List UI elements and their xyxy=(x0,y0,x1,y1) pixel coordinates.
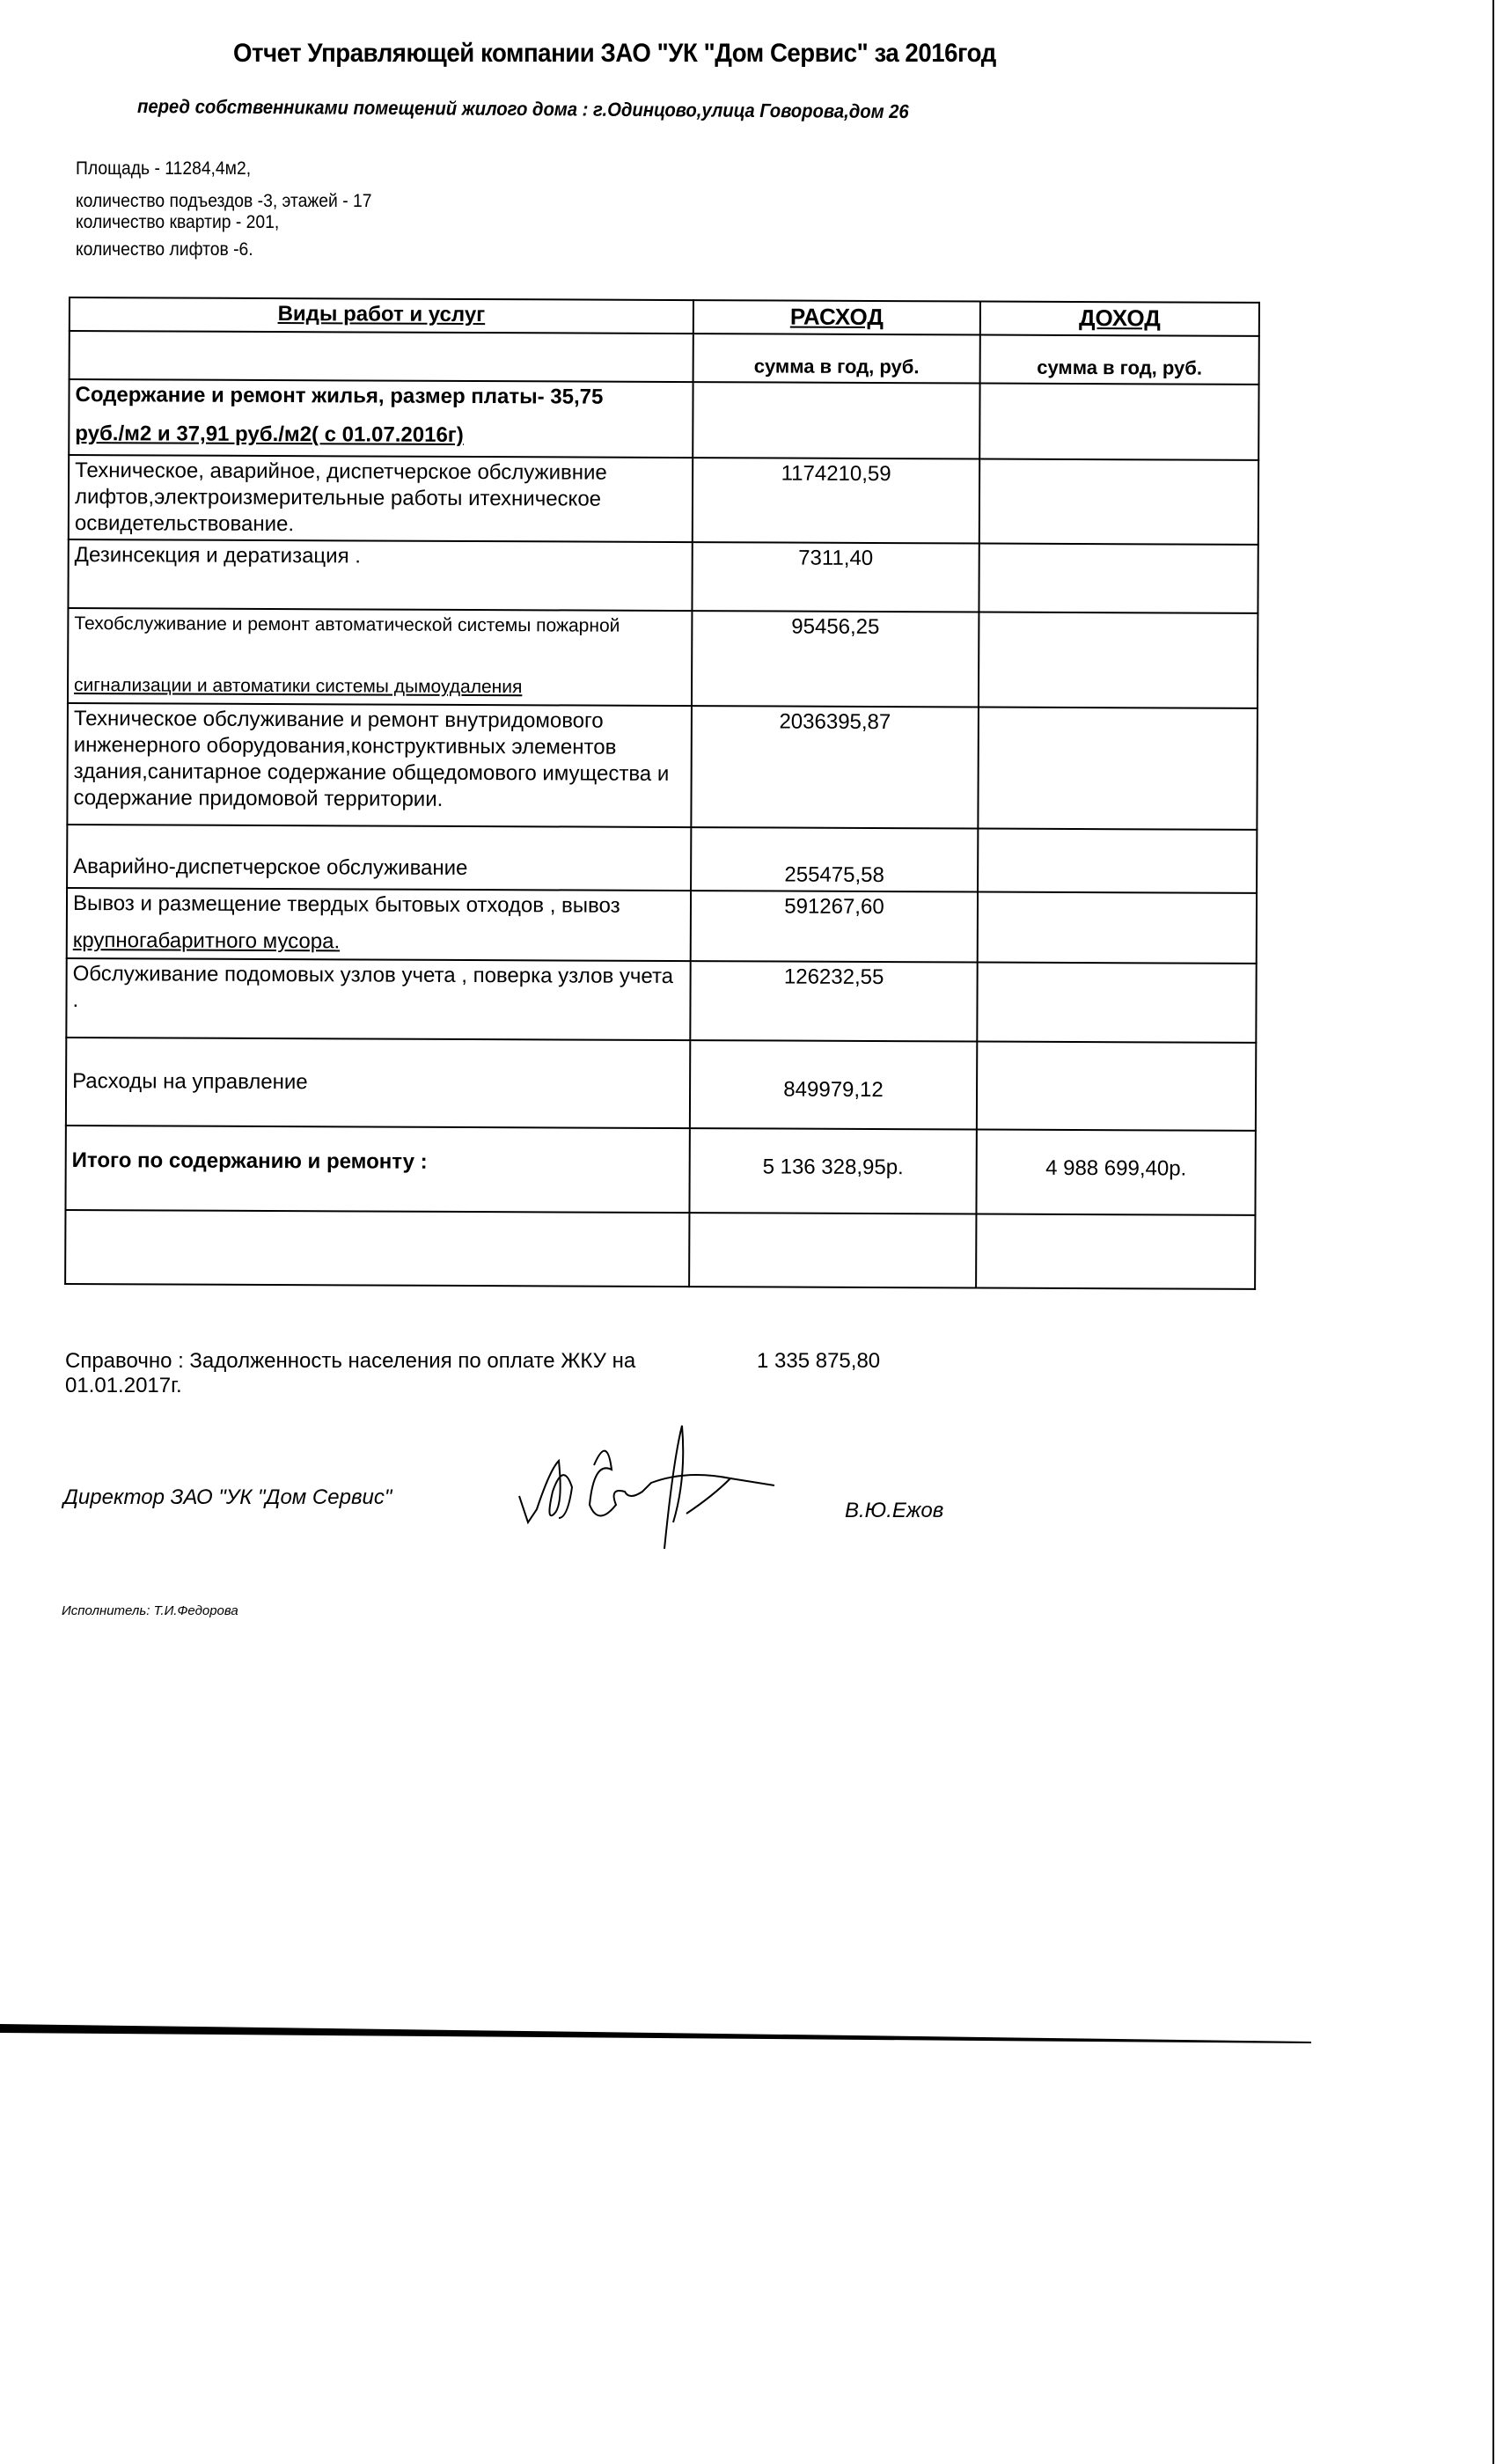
section-line2: руб./м2 и 37,91 руб./м2( с 01.07.2016г) xyxy=(75,422,464,447)
row-label: Техническое обслуживание и ремонт внутридомового инженерного оборудования,конструктивных элементов здания,санитарное содержание общедомового имущества и содержание придомовой территории. xyxy=(67,703,692,827)
table-row xyxy=(69,455,1258,545)
section-income xyxy=(979,384,1258,460)
row-label: Техническое, аварийное, диспетчерское обслуживние лифтов,электроизмерительные работы итехническое освидетельствование. xyxy=(69,455,693,542)
total-label: Итого по содержанию и ремонту : xyxy=(65,1126,689,1213)
row-label-line-a: Вывоз и размещение твердых бытовых отходов , вывоз xyxy=(72,891,620,918)
table-row xyxy=(66,958,1256,1043)
row-label-line-b: крупногабаритного мусора. xyxy=(72,928,341,954)
row-expense: 1174210,59 xyxy=(693,458,979,543)
row-income xyxy=(979,544,1258,613)
row-income xyxy=(977,1042,1256,1131)
director-name: В.Ю.Ежов xyxy=(845,1499,944,1522)
row-label: Обслуживание подомовых узлов учета , поверка узлов учета . xyxy=(66,958,690,1040)
row-expense: 591267,60 xyxy=(691,891,978,962)
empty-cell xyxy=(689,1213,976,1287)
header-income-label: ДОХОД xyxy=(1078,304,1161,332)
empty-row xyxy=(65,1210,1255,1289)
total-row xyxy=(65,1126,1255,1215)
header-income xyxy=(980,302,1259,336)
row-expense: 126232,55 xyxy=(690,961,977,1041)
subheader-empty xyxy=(70,331,693,382)
table-row xyxy=(67,703,1258,830)
info-apartments: количество квартир - 201, xyxy=(76,212,280,232)
row-expense: 7311,40 xyxy=(692,542,979,612)
row-expense: 2036395,87 xyxy=(691,706,979,828)
debt-reference-line2: 01.01.2017г. xyxy=(65,1374,182,1397)
table-subheader-row xyxy=(70,331,1259,385)
total-expense: 5 136 328,95р. xyxy=(689,1128,976,1214)
section-line1: Содержание и ремонт жилья, размер платы- 35,75 xyxy=(75,383,604,409)
row-income xyxy=(978,708,1258,830)
table-header-row xyxy=(70,297,1259,336)
row-label: Расходы на управление xyxy=(66,1038,690,1128)
header-works-label: Виды работ и услуг xyxy=(277,302,486,327)
row-label-line-a: Техобслуживание и ремонт автоматической системы пожарной xyxy=(74,613,620,636)
debt-reference-line1: Справочно : Задолженность населения по оплате ЖКУ на xyxy=(65,1349,636,1373)
row-expense: 95456,25 xyxy=(692,611,979,707)
header-expense xyxy=(693,300,980,334)
section-row xyxy=(69,379,1258,460)
row-expense: 849979,12 xyxy=(690,1040,977,1129)
total-income: 4 988 699,40р. xyxy=(976,1130,1255,1215)
row-label-line-b: сигнализации и автоматики системы дымоудаления xyxy=(74,675,523,698)
report-title: Отчет Управляющей компании ЗАО "УК "Дом Сервис" за 2016год xyxy=(233,39,996,68)
row-income xyxy=(979,459,1258,545)
table-row xyxy=(67,825,1257,893)
debt-reference xyxy=(65,1349,635,1398)
row-income xyxy=(979,612,1258,708)
executor-label: Исполнитель: Т.И.Федорова xyxy=(62,1603,238,1618)
report-table xyxy=(64,297,1260,1290)
info-area: Площадь - 11284,4м2, xyxy=(76,158,252,179)
signature-image xyxy=(510,1408,827,1566)
director-label: Директор ЗАО "УК "Дом Сервис" xyxy=(63,1485,392,1509)
table-row xyxy=(67,888,1257,964)
info-elevators: количество лифтов -6. xyxy=(76,239,253,260)
row-income xyxy=(978,829,1257,893)
row-income xyxy=(977,963,1256,1043)
report-subtitle: перед собственниками помещений жилого дома : г.Одинцово,улица Говорова,дом 26 xyxy=(136,95,909,123)
table-row xyxy=(68,608,1258,708)
subheader-income: сумма в год, руб. xyxy=(980,335,1259,385)
row-label xyxy=(68,608,692,706)
header-works xyxy=(70,297,693,334)
table-row xyxy=(66,1038,1256,1131)
empty-cell xyxy=(976,1214,1255,1289)
row-label xyxy=(67,888,691,961)
debt-reference-value: 1 335 875,80 xyxy=(757,1349,881,1373)
section-label xyxy=(69,379,693,458)
table-row xyxy=(68,539,1258,613)
info-entrances: количество подъездов -3, этажей - 17 xyxy=(76,191,372,211)
scan-edge-line xyxy=(1492,0,1494,2464)
header-expense-label: РАСХОД xyxy=(789,303,884,331)
row-expense: 255475,58 xyxy=(691,827,978,891)
subheader-expense: сумма в год, руб. xyxy=(693,334,980,383)
empty-cell xyxy=(65,1210,689,1287)
row-label: Аварийно-диспетчерское обслуживание xyxy=(67,825,691,891)
row-income xyxy=(978,892,1257,964)
row-label: Дезинсекция и дератизация . xyxy=(68,539,692,611)
scan-artifact-line xyxy=(0,2024,1320,2059)
section-expense xyxy=(693,382,979,458)
